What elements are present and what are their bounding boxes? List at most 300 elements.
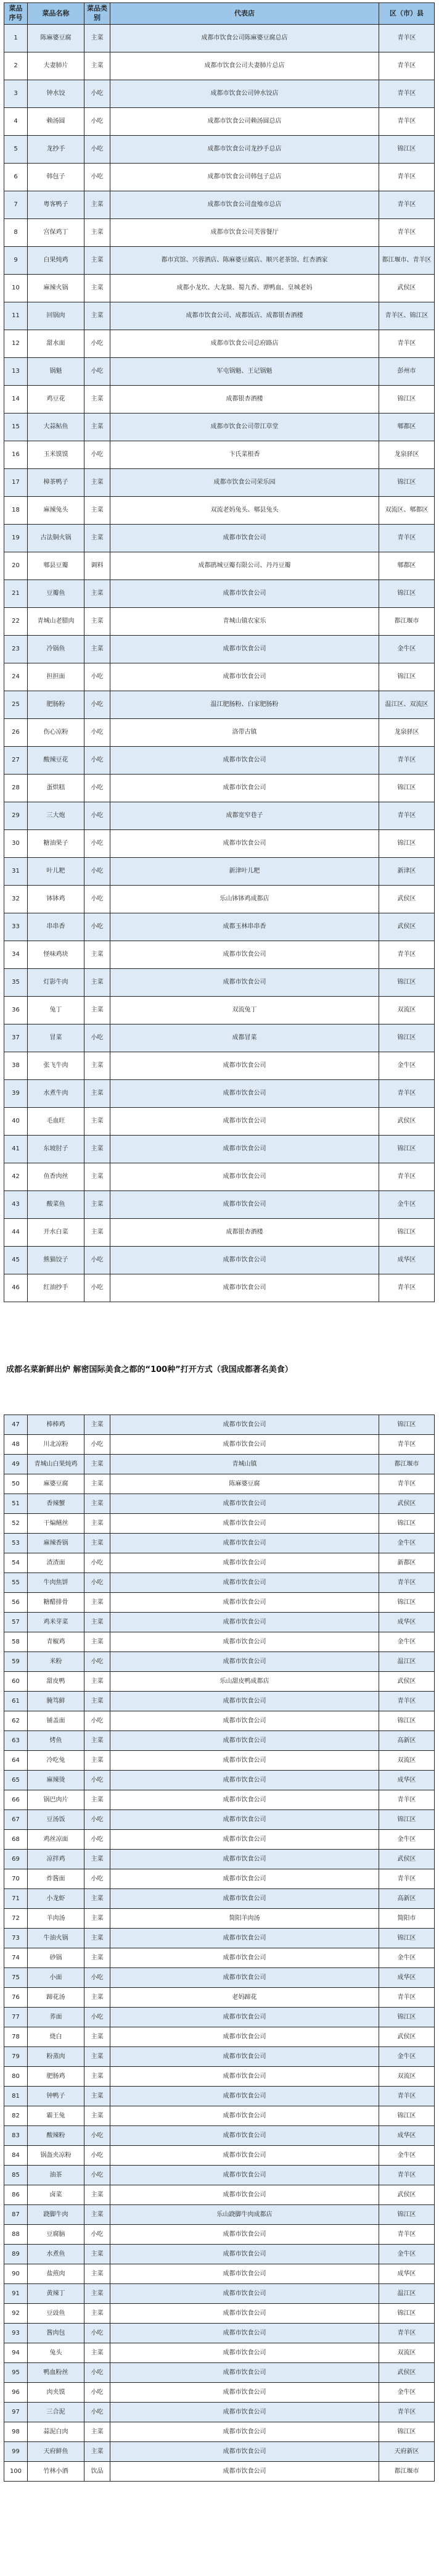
dish-number-cell: 37 — [4, 1024, 28, 1052]
dish-category-cell: 小吃 — [84, 775, 110, 802]
table-row — [4, 747, 435, 775]
dish-name-cell: 酱肉包 — [28, 2324, 84, 2343]
representative-store-cell: 成都市饮食公司 — [110, 2027, 379, 2047]
dish-category-cell: 主菜 — [84, 608, 110, 636]
table-row — [4, 1731, 435, 1751]
dish-category-cell: 主菜 — [84, 25, 110, 52]
representative-store-cell: 成都市饮食公司 — [110, 747, 379, 775]
dish-category-cell: 主菜 — [84, 275, 110, 302]
representative-store-cell: 成都市饮食公司 — [110, 1929, 379, 1948]
dish-name-cell: 水煮牛肉 — [28, 1080, 84, 1108]
table-row — [4, 663, 435, 691]
dish-name-cell: 韩包子 — [28, 164, 84, 191]
district-cell: 金牛区 — [379, 1052, 435, 1080]
representative-store-cell: 成都市饮食公司 — [110, 1593, 379, 1613]
dish-category-cell: 主菜 — [84, 525, 110, 552]
table-row — [4, 1790, 435, 1810]
dish-category-cell: 主菜 — [84, 1988, 110, 2008]
dish-number-cell: 100 — [4, 2462, 28, 2482]
representative-store-cell: 成都市饮食公司赖汤圆总店 — [110, 108, 379, 136]
dish-name-cell: 钟水饺 — [28, 80, 84, 108]
district-cell: 温江区、双流区 — [379, 691, 435, 719]
dish-name-cell: 鸡丝凉面 — [28, 1830, 84, 1850]
dish-name-cell: 羊肉汤 — [28, 1909, 84, 1929]
dish-category-cell: 主菜 — [84, 1929, 110, 1948]
dish-category-cell: 主菜 — [84, 1731, 110, 1751]
table-row — [4, 2304, 435, 2324]
dish-category-cell: 主菜 — [84, 1593, 110, 1613]
representative-store-cell: 成都市饮食公司、成都饭店、成都银杏酒楼 — [110, 302, 379, 330]
representative-store-cell: 温江肥肠粉、白家肥肠粉 — [110, 691, 379, 719]
representative-store-cell: 成都市饮食公司 — [110, 2442, 379, 2462]
table-row — [4, 1632, 435, 1652]
header-district: 区（市）县 — [379, 3, 435, 25]
district-cell: 青羊区 — [379, 2225, 435, 2245]
table-row — [4, 2264, 435, 2284]
dish-name-cell: 大蒜鲇鱼 — [28, 413, 84, 441]
dish-category-cell: 主菜 — [84, 2185, 110, 2205]
representative-store-cell: 成都市饮食公司 — [110, 2067, 379, 2087]
district-cell: 青羊区 — [379, 191, 435, 219]
dish-name-cell: 烤鱼 — [28, 1731, 84, 1751]
representative-store-cell: 成都市饮食公司 — [110, 2087, 379, 2106]
dish-number-cell: 43 — [4, 1191, 28, 1219]
dish-name-cell: 鸭血粉丝 — [28, 2363, 84, 2383]
table-row — [4, 1692, 435, 1711]
dish-name-cell: 担担面 — [28, 663, 84, 691]
representative-store-cell: 军屯锅魁、王记锅魁 — [110, 358, 379, 386]
table-row — [4, 941, 435, 969]
dish-number-cell: 55 — [4, 1573, 28, 1593]
table-row — [4, 191, 435, 219]
dish-category-cell: 主菜 — [84, 413, 110, 441]
dish-name-cell: 熊猫饺子 — [28, 1247, 84, 1274]
representative-store-cell: 成都市饮食公司 — [110, 663, 379, 691]
dish-number-cell: 20 — [4, 552, 28, 580]
dish-name-cell: 炸酱面 — [28, 1869, 84, 1889]
dish-number-cell: 93 — [4, 2324, 28, 2343]
table-row — [4, 525, 435, 552]
table-row — [4, 247, 435, 275]
table-row — [4, 136, 435, 164]
dish-name-cell: 酸辣豆花 — [28, 747, 84, 775]
district-cell: 金牛区 — [379, 2047, 435, 2067]
district-cell: 锦江区 — [379, 1593, 435, 1613]
dish-number-cell: 71 — [4, 1889, 28, 1909]
district-cell: 青羊区 — [379, 1163, 435, 1191]
representative-store-cell: 成都市饮食公司 — [110, 2284, 379, 2304]
representative-store-cell: 成都市饮食公司 — [110, 1790, 379, 1810]
district-cell: 双流区 — [379, 1751, 435, 1771]
district-cell: 青羊区 — [379, 108, 435, 136]
representative-store-cell: 成都冒菜 — [110, 1024, 379, 1052]
dish-number-cell: 74 — [4, 1948, 28, 1968]
dish-category-cell: 主菜 — [84, 52, 110, 80]
dish-number-cell: 61 — [4, 1692, 28, 1711]
dish-name-cell: 毛血旺 — [28, 1108, 84, 1136]
dish-number-cell: 7 — [4, 191, 28, 219]
dish-number-cell: 95 — [4, 2363, 28, 2383]
district-cell: 青羊区 — [379, 1080, 435, 1108]
district-cell: 金牛区 — [379, 1948, 435, 1968]
district-cell: 成华区 — [379, 1247, 435, 1274]
dish-name-cell: 冒菜 — [28, 1024, 84, 1052]
dish-name-cell: 伤心凉粉 — [28, 719, 84, 747]
dish-name-cell: 香辣蟹 — [28, 1494, 84, 1514]
dish-name-cell: 凉拌鸡 — [28, 1850, 84, 1869]
representative-store-cell: 成都市饮食公司 — [110, 1080, 379, 1108]
dish-category-cell: 小吃 — [84, 1573, 110, 1593]
table-row — [4, 1593, 435, 1613]
dish-number-cell: 87 — [4, 2205, 28, 2225]
dish-number-cell: 59 — [4, 1652, 28, 1672]
dish-category-cell: 小吃 — [84, 2126, 110, 2146]
table-row — [4, 1191, 435, 1219]
dish-category-cell: 主菜 — [84, 1514, 110, 1534]
table-row — [4, 1052, 435, 1080]
dish-category-cell: 小吃 — [84, 2363, 110, 2383]
dish-number-cell: 18 — [4, 497, 28, 525]
table-row — [4, 108, 435, 136]
dish-number-cell: 85 — [4, 2166, 28, 2185]
representative-store-cell: 成都小龙坎、大龙燚、蜀九香、谭鸭血、皇城老妈 — [110, 275, 379, 302]
representative-store-cell: 成都市饮食公司 — [110, 1652, 379, 1672]
dish-category-cell: 主菜 — [84, 2205, 110, 2225]
dish-number-cell: 79 — [4, 2047, 28, 2067]
representative-store-cell: 青城山镇农家乐 — [110, 608, 379, 636]
district-cell: 都江堰市、青羊区 — [379, 247, 435, 275]
dish-name-cell: 白果炖鸡 — [28, 247, 84, 275]
dish-name-cell: 渣渣面 — [28, 1553, 84, 1573]
table-row — [4, 1909, 435, 1929]
representative-store-cell: 成都市饮食公司 — [110, 775, 379, 802]
dish-table-top — [4, 2, 434, 1302]
table-row — [4, 1080, 435, 1108]
dish-number-cell: 97 — [4, 2403, 28, 2422]
representative-store-cell: 成都市饮食公司钟水饺店 — [110, 80, 379, 108]
district-cell: 青羊区 — [379, 2324, 435, 2343]
representative-store-cell: 成都市饮食公司 — [110, 1968, 379, 1988]
representative-store-cell: 成都市饮食公司 — [110, 525, 379, 552]
dish-category-cell: 主菜 — [84, 1108, 110, 1136]
dish-number-cell: 96 — [4, 2383, 28, 2403]
dish-number-cell: 51 — [4, 1494, 28, 1514]
dish-number-cell: 16 — [4, 441, 28, 469]
district-cell: 青羊区 — [379, 1474, 435, 1494]
dish-number-cell: 23 — [4, 636, 28, 663]
dish-category-cell: 小吃 — [84, 2403, 110, 2422]
table-row — [4, 441, 435, 469]
representative-store-cell: 成都市饮食公司 — [110, 2264, 379, 2284]
representative-store-cell: 成都市饮食公司 — [110, 2343, 379, 2363]
district-cell: 郫都区 — [379, 552, 435, 580]
dish-number-cell: 52 — [4, 1514, 28, 1534]
dish-number-cell: 47 — [4, 1415, 28, 1435]
dish-number-cell: 14 — [4, 386, 28, 413]
dish-number-cell: 90 — [4, 2264, 28, 2284]
table-row — [4, 2324, 435, 2343]
dish-category-cell: 小吃 — [84, 1652, 110, 1672]
representative-store-cell: 成都市饮食公司 — [110, 2008, 379, 2027]
table-row — [4, 25, 435, 52]
representative-store-cell: 成都市饮食公司 — [110, 1711, 379, 1731]
dish-name-cell: 三合泥 — [28, 2403, 84, 2422]
district-cell: 都江堰市 — [379, 2462, 435, 2482]
dish-category-cell: 主菜 — [84, 497, 110, 525]
dish-category-cell: 主菜 — [84, 1751, 110, 1771]
representative-store-cell: 洛带古镇 — [110, 719, 379, 747]
dish-number-cell: 25 — [4, 691, 28, 719]
dish-name-cell: 兔丁 — [28, 997, 84, 1024]
dish-number-cell: 81 — [4, 2087, 28, 2106]
representative-store-cell: 成都市饮食公司 — [110, 2047, 379, 2067]
district-cell: 金牛区 — [379, 2245, 435, 2264]
district-cell: 青羊区 — [379, 2403, 435, 2422]
header-dish-category: 菜品类别 — [84, 3, 110, 25]
table-row — [4, 2363, 435, 2383]
table-row — [4, 2027, 435, 2047]
district-cell: 锦江区 — [379, 663, 435, 691]
dish-name-cell: 开水白菜 — [28, 1219, 84, 1247]
district-cell: 金牛区 — [379, 1830, 435, 1850]
district-cell: 武侯区 — [379, 1850, 435, 1869]
dish-category-cell: 主菜 — [84, 1052, 110, 1080]
table-row — [4, 1652, 435, 1672]
district-cell: 金牛区 — [379, 1534, 435, 1553]
dish-category-cell: 小吃 — [84, 858, 110, 886]
district-cell: 武侯区 — [379, 1672, 435, 1692]
representative-store-cell: 成都市饮食公司 — [110, 969, 379, 997]
district-cell: 彭州市 — [379, 358, 435, 386]
dish-name-cell: 古法铜火锅 — [28, 525, 84, 552]
district-cell: 双流区 — [379, 997, 435, 1024]
dish-name-cell: 龙抄手 — [28, 136, 84, 164]
representative-store-cell: 成都市饮食公司韩包子总店 — [110, 164, 379, 191]
representative-store-cell: 青城山镇 — [110, 1455, 379, 1474]
dish-name-cell: 三大炮 — [28, 802, 84, 830]
dish-name-cell: 烧白 — [28, 2027, 84, 2047]
dish-name-cell: 跷脚牛肉 — [28, 2205, 84, 2225]
dish-category-cell: 小吃 — [84, 913, 110, 941]
dish-category-cell: 小吃 — [84, 330, 110, 358]
dish-category-cell: 小吃 — [84, 1435, 110, 1455]
dish-number-cell: 62 — [4, 1711, 28, 1731]
table-body-bottom — [4, 1415, 435, 2482]
dish-number-cell: 35 — [4, 969, 28, 997]
district-cell: 青羊区 — [379, 941, 435, 969]
header-dish-number: 菜品序号 — [4, 3, 28, 25]
district-cell: 天府新区 — [379, 2442, 435, 2462]
dish-name-cell: 荞面 — [28, 2008, 84, 2027]
dish-number-cell: 99 — [4, 2442, 28, 2462]
district-cell: 锦江区 — [379, 830, 435, 858]
dish-category-cell: 主菜 — [84, 302, 110, 330]
table-row — [4, 691, 435, 719]
dish-category-cell: 主菜 — [84, 1415, 110, 1435]
table-row — [4, 2067, 435, 2087]
dish-category-cell: 主菜 — [84, 386, 110, 413]
representative-store-cell: 成都市饮食公司 — [110, 2324, 379, 2343]
table-row — [4, 2343, 435, 2363]
dish-name-cell: 牛油火锅 — [28, 1929, 84, 1948]
district-cell: 青羊区 — [379, 219, 435, 247]
table-row — [4, 2185, 435, 2205]
table-row — [4, 1415, 435, 1435]
representative-store-cell: 成都市饮食公司 — [110, 2106, 379, 2126]
dish-category-cell: 主菜 — [84, 1632, 110, 1652]
dish-number-cell: 8 — [4, 219, 28, 247]
district-cell: 金牛区 — [379, 1632, 435, 1652]
district-cell: 锦江区 — [379, 1136, 435, 1163]
dish-name-cell: 蛋烘糕 — [28, 775, 84, 802]
dish-category-cell: 小吃 — [84, 1810, 110, 1830]
dish-category-cell: 小吃 — [84, 441, 110, 469]
district-cell: 郫都区 — [379, 413, 435, 441]
dish-name-cell: 红油抄手 — [28, 1274, 84, 1302]
representative-store-cell: 成都市饮食公司 — [110, 2166, 379, 2185]
dish-number-cell: 66 — [4, 1790, 28, 1810]
dish-category-cell: 小吃 — [84, 358, 110, 386]
district-cell: 武侯区 — [379, 2363, 435, 2383]
dish-name-cell: 回锅肉 — [28, 302, 84, 330]
district-cell: 新津区 — [379, 858, 435, 886]
district-cell: 青羊区 — [379, 1869, 435, 1889]
dish-name-cell: 青椒鸡 — [28, 1632, 84, 1652]
district-cell: 青羊区 — [379, 802, 435, 830]
dish-number-cell: 5 — [4, 136, 28, 164]
district-cell: 温江区 — [379, 1652, 435, 1672]
district-cell: 青羊区 — [379, 1988, 435, 2008]
table-row — [4, 2166, 435, 2185]
district-cell: 龙泉驿区 — [379, 719, 435, 747]
dish-category-cell: 主菜 — [84, 2245, 110, 2264]
dish-number-cell: 89 — [4, 2245, 28, 2264]
dish-number-cell: 34 — [4, 941, 28, 969]
representative-store-cell: 成都市饮食公司夫妻肺片总店 — [110, 52, 379, 80]
dish-number-cell: 15 — [4, 413, 28, 441]
dish-category-cell: 小吃 — [84, 1024, 110, 1052]
dish-number-cell: 88 — [4, 2225, 28, 2245]
dish-category-cell: 主菜 — [84, 636, 110, 663]
table-row — [4, 636, 435, 663]
table-row — [4, 1573, 435, 1593]
dish-number-cell: 42 — [4, 1163, 28, 1191]
representative-store-cell: 成都市饮食公司 — [110, 1692, 379, 1711]
dish-number-cell: 63 — [4, 1731, 28, 1751]
dish-name-cell: 竹林小酒 — [28, 2462, 84, 2482]
dish-name-cell: 青城山白果炖鸡 — [28, 1455, 84, 1474]
representative-store-cell: 乐山跷脚牛肉成都店 — [110, 2205, 379, 2225]
dish-number-cell: 45 — [4, 1247, 28, 1274]
district-cell: 锦江区 — [379, 1514, 435, 1534]
representative-store-cell: 成都市饮食公司 — [110, 1191, 379, 1219]
district-cell: 锦江区 — [379, 2008, 435, 2027]
representative-store-cell: 成都市饮食公司 — [110, 636, 379, 663]
dish-number-cell: 77 — [4, 2008, 28, 2027]
dish-number-cell: 44 — [4, 1219, 28, 1247]
dish-number-cell: 24 — [4, 663, 28, 691]
dish-category-cell: 主菜 — [84, 1494, 110, 1514]
header-representative-store: 代表店 — [110, 3, 379, 25]
representative-store-cell: 成都市饮食公司 — [110, 1514, 379, 1534]
dish-number-cell: 80 — [4, 2067, 28, 2087]
dish-category-cell: 主菜 — [84, 2442, 110, 2462]
table-row — [4, 830, 435, 858]
district-cell: 青羊区 — [379, 2087, 435, 2106]
district-cell: 双流区 — [379, 2343, 435, 2363]
table-row — [4, 275, 435, 302]
representative-store-cell: 都市宾馆、兴蓉酒店、陈麻婆豆腐店、顺兴老茶馆、红杏酒家 — [110, 247, 379, 275]
table-row — [4, 386, 435, 413]
table-row — [4, 52, 435, 80]
dish-name-cell: 麻辣香锅 — [28, 1534, 84, 1553]
dish-name-cell: 豆豉鱼 — [28, 2304, 84, 2324]
table-row — [4, 1988, 435, 2008]
district-cell: 武侯区 — [379, 2185, 435, 2205]
dish-number-cell: 28 — [4, 775, 28, 802]
district-cell: 锦江区 — [379, 1415, 435, 1435]
dish-name-cell: 麻婆豆腐 — [28, 1474, 84, 1494]
representative-store-cell: 成都市饮食公司 — [110, 2304, 379, 2324]
dish-name-cell: 张飞牛肉 — [28, 1052, 84, 1080]
dish-name-cell: 腌笃鲜 — [28, 1692, 84, 1711]
table-row — [4, 164, 435, 191]
dish-number-cell: 12 — [4, 330, 28, 358]
representative-store-cell: 成都宽窄巷子 — [110, 802, 379, 830]
table-row — [4, 469, 435, 497]
district-cell: 高新区 — [379, 1889, 435, 1909]
dish-number-cell: 78 — [4, 2027, 28, 2047]
table-row — [4, 1613, 435, 1632]
dish-category-cell: 主菜 — [84, 247, 110, 275]
table-row — [4, 1163, 435, 1191]
dish-name-cell: 钟鸭子 — [28, 2087, 84, 2106]
dish-name-cell: 卤菜 — [28, 2185, 84, 2205]
dish-name-cell: 川北凉粉 — [28, 1435, 84, 1455]
table-row — [4, 358, 435, 386]
dish-name-cell: 糖醋排骨 — [28, 1593, 84, 1613]
dish-number-cell: 1 — [4, 25, 28, 52]
table-row — [4, 997, 435, 1024]
dish-name-cell: 豆瓣鱼 — [28, 580, 84, 608]
dish-number-cell: 83 — [4, 2126, 28, 2146]
dish-number-cell: 41 — [4, 1136, 28, 1163]
dish-category-cell: 主菜 — [84, 1909, 110, 1929]
district-cell: 金牛区 — [379, 1191, 435, 1219]
representative-store-cell: 成都市饮食公司 — [110, 2422, 379, 2442]
table-row — [4, 1274, 435, 1302]
dish-name-cell: 蹄花汤 — [28, 1988, 84, 2008]
table-row — [4, 719, 435, 747]
representative-store-cell: 成都市饮食公司 — [110, 1869, 379, 1889]
district-cell: 青羊区 — [379, 747, 435, 775]
district-cell: 锦江区 — [379, 580, 435, 608]
dish-name-cell: 酸菜鱼 — [28, 1191, 84, 1219]
dish-name-cell: 小面 — [28, 1968, 84, 1988]
dish-name-cell: 青城山老腊肉 — [28, 608, 84, 636]
district-cell: 锦江区 — [379, 2304, 435, 2324]
dish-category-cell: 小吃 — [84, 719, 110, 747]
dish-name-cell: 郫县豆瓣 — [28, 552, 84, 580]
dish-name-cell: 水煮鱼 — [28, 2245, 84, 2264]
dish-name-cell: 灯影牛肉 — [28, 969, 84, 997]
dish-category-cell: 主菜 — [84, 1191, 110, 1219]
dish-name-cell: 霸王兔 — [28, 2106, 84, 2126]
dish-category-cell: 主菜 — [84, 1219, 110, 1247]
dish-number-cell: 76 — [4, 1988, 28, 2008]
dish-number-cell: 33 — [4, 913, 28, 941]
dish-name-cell: 盐煎肉 — [28, 2264, 84, 2284]
